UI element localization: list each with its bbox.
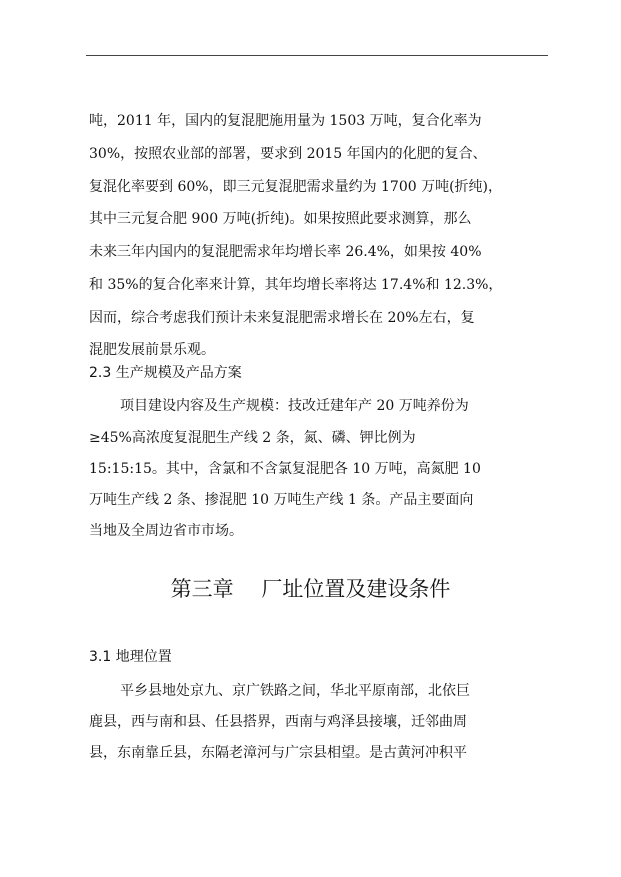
body-line: 县，东南靠丘县，东隔老漳河与广宗县相望。是古黄河冲积平 bbox=[89, 745, 467, 761]
section-heading: 2.3 生产规模及产品方案 bbox=[89, 365, 242, 381]
body-line: ≥45%高浓度复混肥生产线 2 条，氮、磷、钾比例为 bbox=[89, 430, 416, 446]
body-line: 30%，按照农业部的部署，要求到 2015 年国内的化肥的复合、 bbox=[89, 146, 487, 162]
body-line: 当地及全周边省市市场。 bbox=[89, 523, 243, 539]
body-line: 平乡县地处京九、京广铁路之间，华北平原南部，北依巨 bbox=[120, 683, 470, 699]
body-line: 其中三元复合肥 900 万吨(折纯)。如果按照此要求测算，那么 bbox=[89, 211, 472, 227]
body-line: 鹿县，西与南和县、任县搭界，西南与鸡泽县接壤，迁邻曲周 bbox=[89, 714, 467, 730]
body-line: 因而，综合考虑我们预计未来复混肥需求增长在 20%左右，复 bbox=[89, 310, 475, 326]
body-line: 未来三年内国内的复混肥需求年均增长率 26.4%，如果按 40% bbox=[89, 244, 482, 260]
body-line: 复混化率要到 60%，即三元复混肥需求量约为 1700 万吨(折纯)， bbox=[89, 179, 503, 195]
chapter-title: 第三章 厂址位置及建设条件 bbox=[170, 577, 451, 601]
body-line: 混肥发展前景乐观。 bbox=[89, 342, 215, 358]
body-line: 项目建设内容及生产规模：技改迁建年产 20 万吨养份为 bbox=[120, 398, 469, 414]
section-heading: 3.1 地理位置 bbox=[89, 649, 172, 665]
body-line: 和 35%的复合化率来计算，其年均增长率将达 17.4%和 12.3%， bbox=[89, 277, 503, 293]
header-rule bbox=[86, 55, 548, 56]
body-line: 万吨生产线 2 条、掺混肥 10 万吨生产线 1 条。产品主要面向 bbox=[89, 492, 474, 508]
body-line: 吨，2011 年，国内的复混肥施用量为 1503 万吨，复合化率为 bbox=[89, 113, 482, 129]
body-line: 15:15:15。其中，含氯和不含氯复混肥各 10 万吨，高氮肥 10 bbox=[89, 461, 481, 477]
